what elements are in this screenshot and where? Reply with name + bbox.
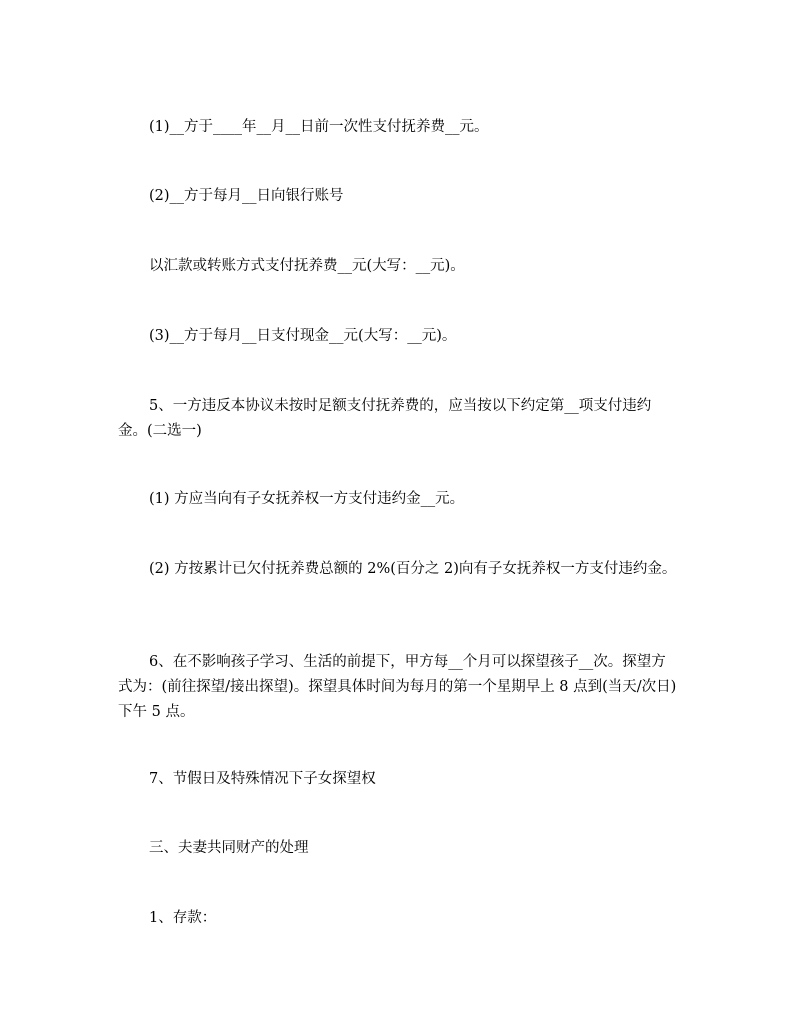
clause-5-option-2: (2) 方按累计已欠付抚养费总额的 2%(百分之 2)向有子女抚养权一方支付违约金。	[149, 561, 677, 577]
clause-6-visitation: 6、在不影响孩子学习、生活的前提下，甲方每__个月可以探望孩子__次。探望方式为：(前往探望/接出探望)。探望具体时间为每月的第一个星期早上 8 点到(当天/次日)下午 5 点。	[118, 654, 677, 720]
clause-payment-bank-account: (2)__方于每月__日向银行账号	[149, 188, 344, 204]
clause-payment-lump-sum: (1)__方于____年__月__日前一次性支付抚养费__元。	[149, 119, 489, 135]
section-3-heading: 三、夫妻共同财产的处理	[149, 840, 309, 856]
item-1-deposits: 1、存款：	[149, 910, 217, 926]
clause-payment-transfer: 以汇款或转账方式支付抚养费__元(大写：__元)。	[149, 258, 465, 274]
clause-payment-cash: (3)__方于每月__日支付现金__元(大写：__元)。	[149, 328, 457, 344]
clause-7-holiday-visitation: 7、节假日及特殊情况下子女探望权	[149, 771, 376, 787]
clause-5-option-1: (1) 方应当向有子女抚养权一方支付违约金__元。	[149, 491, 465, 507]
clause-5-penalty: 5、一方违反本协议未按时足额支付抚养费的，应当按以下约定第__项支付违约金。(二选一)	[118, 398, 652, 439]
